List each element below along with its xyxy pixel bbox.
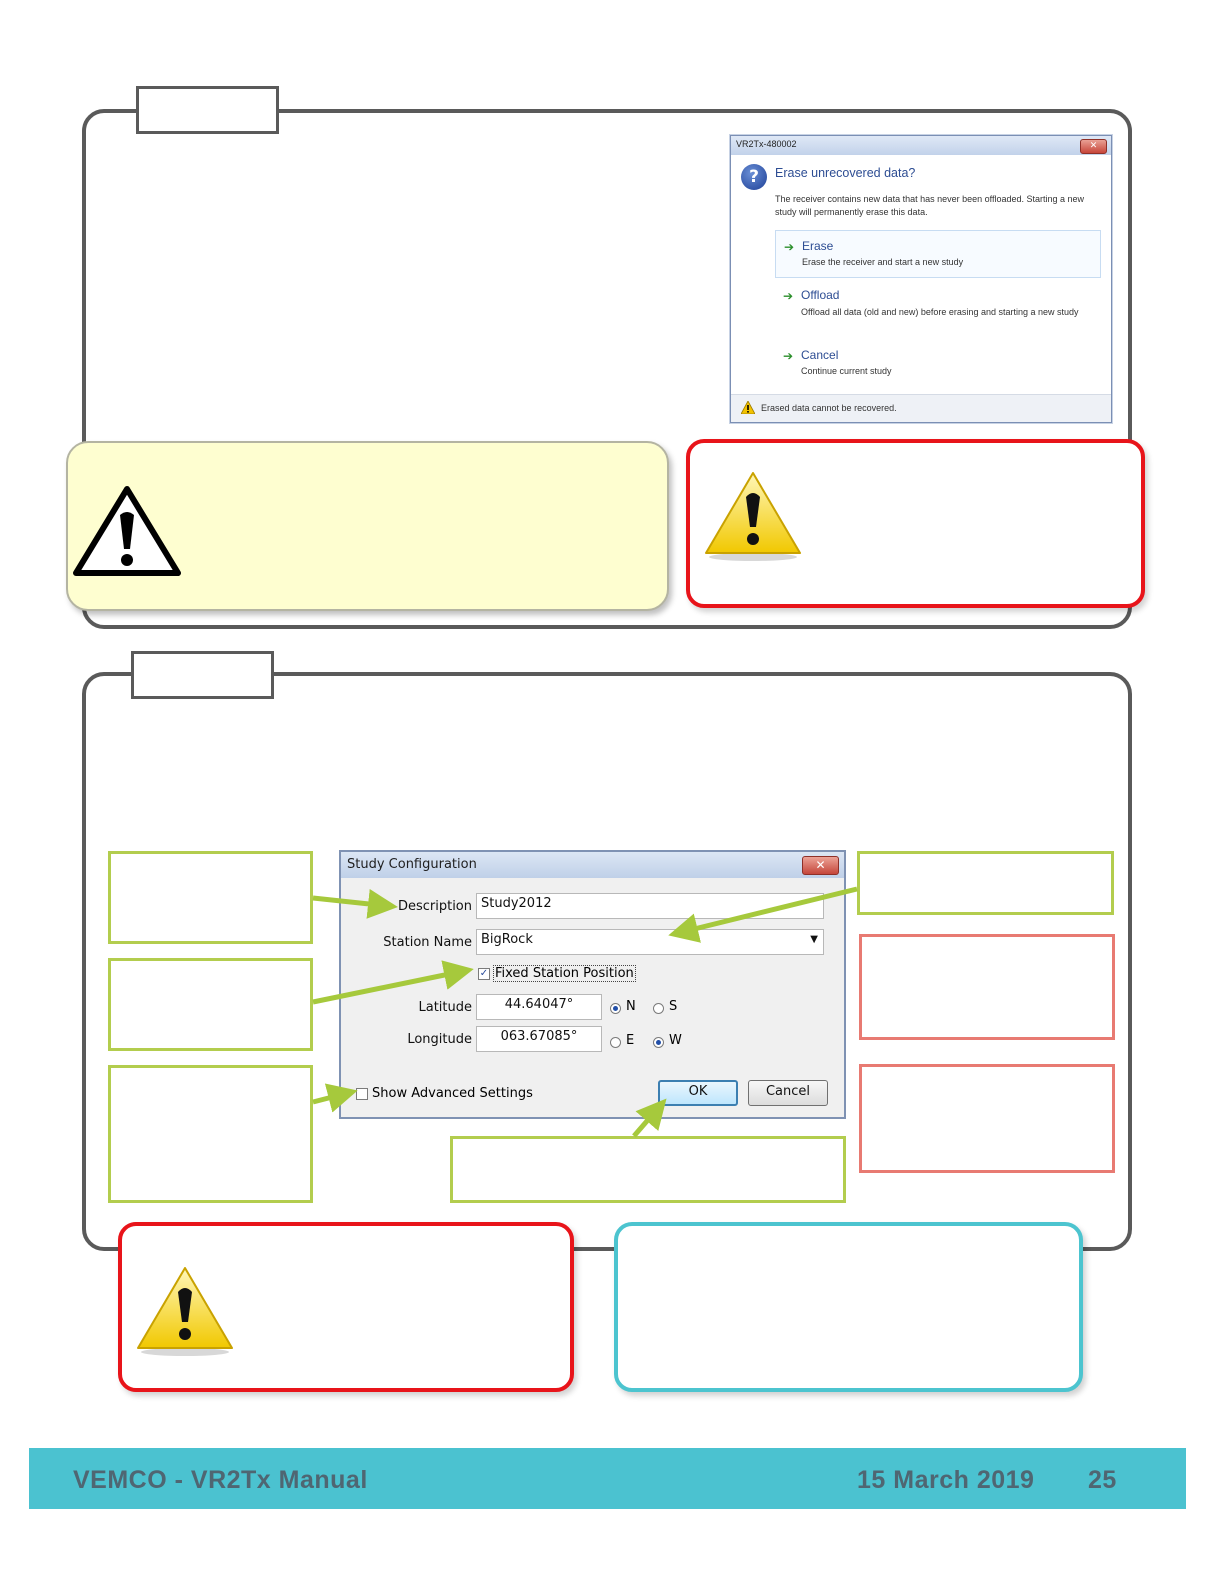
option-erase-description: Erase the receiver and start a new study (802, 257, 964, 267)
question-icon: ? (741, 164, 767, 190)
green-arrow-icon (678, 889, 857, 933)
green-arrow-icon (313, 898, 388, 906)
lon-e-label: E (626, 1033, 635, 1048)
erase-dialog-title: VR2Tx-480002 (736, 139, 797, 149)
green-arrow-icon: ➔ (783, 289, 794, 303)
lon-w-label: W (669, 1033, 682, 1048)
green-arrow-icon (634, 1106, 660, 1136)
option-cancel-title: Cancel (801, 348, 839, 362)
footer-title: VEMCO - VR2Tx Manual (73, 1466, 368, 1494)
warning-yellow-icon (134, 1264, 236, 1358)
erase-dialog-heading: Erase unrecovered data? (775, 166, 916, 180)
footer-page-number: 25 (1088, 1466, 1117, 1494)
advanced-settings-label: Show Advanced Settings (372, 1086, 533, 1101)
cancel-button[interactable]: Cancel (748, 1080, 828, 1106)
lat-s-label: S (669, 999, 678, 1014)
close-icon[interactable]: ✕ (802, 856, 839, 875)
page-footer (29, 1448, 1186, 1509)
description-field[interactable]: Study2012 (476, 893, 824, 919)
longitude-label: Longitude (407, 1032, 472, 1047)
green-arrow-icon: ➔ (784, 240, 795, 254)
green-arrow-icon (313, 971, 464, 1002)
chevron-down-icon[interactable]: ▼ (810, 934, 818, 945)
ok-button[interactable]: OK (658, 1080, 738, 1106)
option-offload-title: Offload (801, 288, 840, 302)
longitude-field[interactable]: 063.67085° (476, 1026, 602, 1052)
footer-date: 15 March 2019 (857, 1466, 1035, 1494)
lat-n-label: N (626, 999, 636, 1014)
station-name-label: Station Name (383, 935, 472, 950)
option-cancel-description: Continue current study (801, 366, 892, 376)
fixed-station-label: Fixed Station Position (495, 966, 634, 981)
green-arrow-icon (313, 1093, 348, 1102)
description-label: Description (397, 899, 472, 914)
close-icon[interactable]: ✕ (1080, 139, 1107, 154)
latitude-field[interactable]: 44.64047° (476, 994, 602, 1020)
fixed-station-checkbox[interactable]: ✓ (479, 968, 489, 979)
study-config-title: Study Configuration (347, 857, 477, 872)
option-erase-title: Erase (802, 239, 834, 253)
option-offload-description: Offload all data (old and new) before erasing and starting a new study (801, 307, 1079, 317)
info-note (614, 1222, 1083, 1392)
station-name-value: BigRock (481, 932, 533, 947)
green-arrow-icon: ➔ (783, 349, 794, 363)
erase-dialog-footer-warning: Erased data cannot be recovered. (761, 403, 897, 413)
erase-dialog-message: The receiver contains new data that has never been offloaded. Starting a new study will permanently erase this data. (775, 194, 1085, 217)
latitude-label: Latitude (418, 1000, 472, 1015)
warning-note-2 (118, 1222, 574, 1392)
